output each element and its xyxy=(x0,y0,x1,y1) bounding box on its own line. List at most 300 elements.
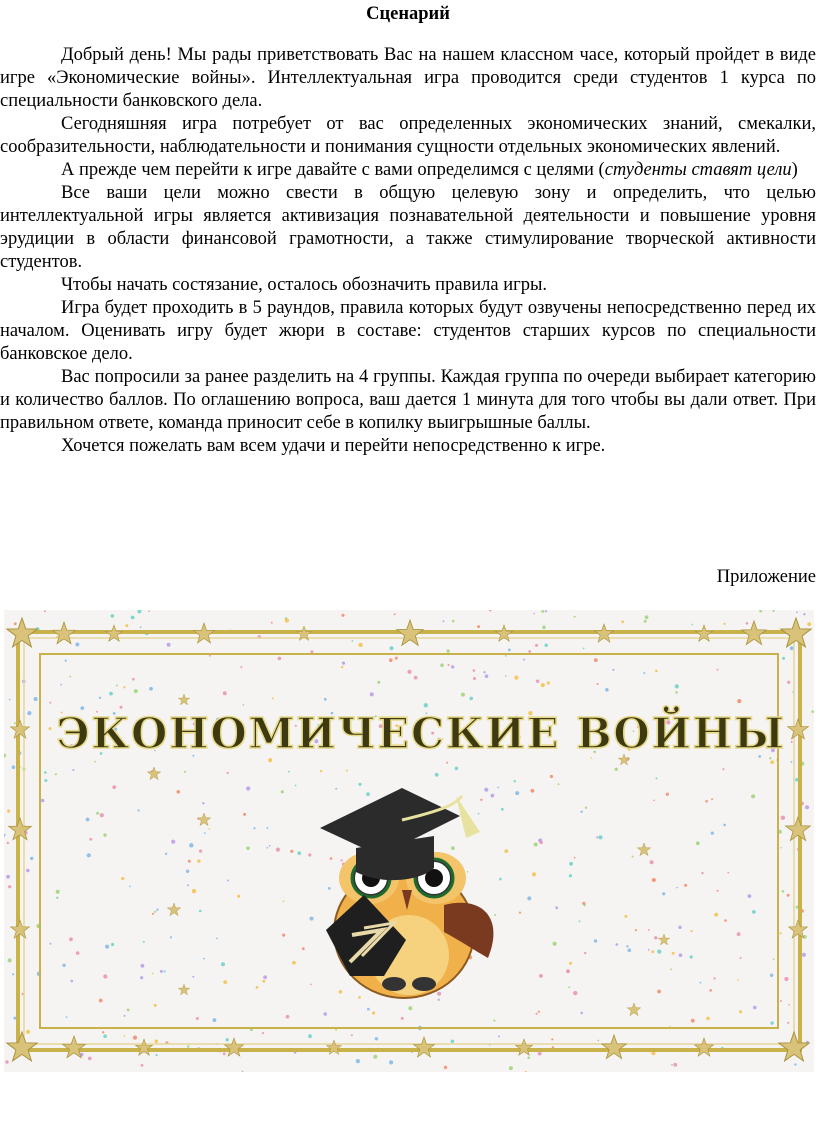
confetti-dot xyxy=(711,832,714,835)
confetti-dot xyxy=(737,699,741,703)
confetti-dot xyxy=(66,1016,68,1018)
paragraph-greeting: Добрый день! Мы рады приветствовать Вас на нашем классном часе, который пройдет в виде игре «Экономические войны». Интеллектуальная игра проводится среди студентов 1 курса по специальности банковского дела. xyxy=(0,45,816,111)
confetti-dot xyxy=(71,980,74,983)
confetti-dot xyxy=(509,1066,513,1070)
confetti-dot xyxy=(111,943,114,946)
confetti-dot xyxy=(598,835,602,839)
confetti-dot xyxy=(787,681,790,684)
confetti-dot xyxy=(44,610,46,612)
confetti-dot xyxy=(451,846,455,850)
confetti-dot xyxy=(192,889,196,893)
confetti-dot xyxy=(96,812,99,815)
confetti-dot xyxy=(770,760,774,764)
confetti-dot xyxy=(13,1017,16,1020)
confetti-dot xyxy=(444,1066,447,1069)
confetti-dot xyxy=(791,741,793,743)
confetti-dot xyxy=(127,1009,130,1012)
confetti-dot xyxy=(452,620,455,623)
confetti-dot xyxy=(583,648,585,650)
confetti-dot xyxy=(480,799,482,801)
confetti-dot xyxy=(666,793,669,796)
confetti-dot xyxy=(616,943,619,946)
confetti-dot xyxy=(696,841,700,845)
confetti-dot xyxy=(112,785,116,789)
confetti-dot xyxy=(796,612,798,614)
confetti-dot xyxy=(346,770,348,772)
confetti-dot xyxy=(447,649,450,652)
confetti-dot xyxy=(545,610,547,612)
confetti-dot xyxy=(187,884,189,886)
confetti-dot xyxy=(573,991,577,995)
confetti-dot xyxy=(149,687,153,691)
confetti-dot xyxy=(335,788,337,790)
confetti-dot xyxy=(542,626,546,630)
confetti-dot xyxy=(545,644,548,647)
confetti-dot xyxy=(653,800,655,802)
confetti-dot xyxy=(237,895,240,898)
confetti-dot xyxy=(568,986,570,988)
confetti-dot xyxy=(803,613,805,615)
confetti-dot xyxy=(594,939,597,942)
confetti-dot xyxy=(440,663,444,667)
confetti-dot xyxy=(626,945,628,947)
confetti-dot xyxy=(569,862,573,866)
confetti-dot xyxy=(446,762,448,764)
confetti-dot xyxy=(216,938,218,940)
confetti-dot xyxy=(652,878,656,882)
confetti-dot xyxy=(438,999,440,1001)
confetti-dot xyxy=(76,951,80,955)
confetti-dot xyxy=(116,685,118,687)
confetti-dot xyxy=(99,999,103,1003)
confetti-dot xyxy=(223,980,227,984)
confetti-dot xyxy=(514,676,518,680)
confetti-dot xyxy=(473,677,476,680)
confetti-dot xyxy=(240,666,242,668)
confetti-dot xyxy=(121,877,124,880)
confetti-dot xyxy=(535,644,538,647)
confetti-dot xyxy=(645,615,649,619)
confetti-dot xyxy=(717,669,719,671)
confetti-dot xyxy=(155,1039,159,1043)
confetti-dot xyxy=(753,1006,757,1010)
confetti-dot xyxy=(580,1012,583,1015)
confetti-dot xyxy=(675,684,679,688)
confetti-dot xyxy=(574,857,576,859)
confetti-dot xyxy=(691,624,693,626)
confetti-dot xyxy=(541,683,545,687)
confetti-dot xyxy=(782,657,785,660)
confetti-dot xyxy=(86,818,90,822)
confetti-dot xyxy=(99,697,101,699)
confetti-dot xyxy=(288,771,290,773)
confetti-dot xyxy=(103,974,107,978)
confetti-dot xyxy=(579,920,581,922)
confetti-dot xyxy=(41,799,45,803)
confetti-dot xyxy=(598,1040,600,1042)
confetti-dot xyxy=(648,929,650,931)
confetti-dot xyxy=(407,670,411,674)
confetti-dot xyxy=(580,811,582,813)
confetti-dot xyxy=(709,989,712,992)
paragraph-groups: Вас попросили за ранее разделить на 4 группы. Каждая группа по очереди выбирает категорию и количество баллов. По оглашению вопроса, ваш дается 1 минута для того чтобы вы дали ответ. При правильном ответе, команда приносит себе в копилку выигрышные баллы. xyxy=(0,367,816,433)
confetti-dot xyxy=(129,886,131,888)
confetti-dot xyxy=(558,783,560,785)
confetti-dot xyxy=(805,805,809,809)
paragraph-requirements: Сегодняшняя игра потребует от вас определенных экономических знаний, смекалки, сообразительности, наблюдательности и понимания сущности отдельных экономических явлений. xyxy=(0,114,816,157)
confetti-dot xyxy=(584,952,586,954)
confetti-dot xyxy=(89,838,92,841)
confetti-dot xyxy=(203,958,205,960)
confetti-dot xyxy=(358,783,361,786)
confetti-dot xyxy=(790,646,794,650)
confetti-dot xyxy=(505,675,507,677)
confetti-dot xyxy=(691,1019,695,1023)
confetti-dot xyxy=(102,1031,104,1033)
confetti-dot xyxy=(497,787,499,789)
confetti-dot xyxy=(484,788,488,792)
paragraph-wishes: Хочется пожелать вам всем удачи и перейти непосредственно к игре. xyxy=(61,436,606,456)
confetti-dot xyxy=(34,697,38,701)
confetti-dot xyxy=(246,786,250,790)
confetti-dot xyxy=(109,692,113,696)
confetti-dot xyxy=(292,961,296,965)
confetti-dot xyxy=(213,1018,217,1022)
confetti-dot xyxy=(644,620,647,623)
confetti-dot xyxy=(103,833,106,836)
confetti-dot xyxy=(184,771,186,773)
confetti-dot xyxy=(339,990,343,994)
confetti-dot xyxy=(9,699,11,701)
confetti-dot xyxy=(140,626,142,628)
confetti-dot xyxy=(124,1035,126,1037)
confetti-dot xyxy=(737,979,739,981)
confetti-dot xyxy=(656,777,658,779)
confetti-dot xyxy=(281,790,284,793)
confetti-dot xyxy=(435,773,439,777)
confetti-dot xyxy=(351,1034,353,1036)
confetti-dot xyxy=(605,688,609,692)
confetti-dot xyxy=(523,659,525,661)
confetti-dot xyxy=(717,890,719,892)
confetti-dot xyxy=(223,691,227,695)
confetti-dot xyxy=(60,684,62,686)
confetti-dot xyxy=(574,616,576,618)
goals-text-close: ) xyxy=(791,160,798,180)
confetti-dot xyxy=(594,658,598,662)
confetti-dot xyxy=(553,942,557,946)
confetti-dot xyxy=(377,681,380,684)
confetti-dot xyxy=(123,686,125,688)
confetti-dot xyxy=(310,984,312,986)
confetti-dot xyxy=(569,874,572,877)
confetti-dot xyxy=(395,657,398,660)
confetti-dot xyxy=(189,843,193,847)
confetti-dot xyxy=(624,915,627,918)
confetti-dot xyxy=(451,665,454,668)
confetti-dot xyxy=(373,1055,377,1059)
confetti-dot xyxy=(597,683,599,685)
confetti-dot xyxy=(794,1063,796,1065)
confetti-dot xyxy=(49,727,52,730)
confetti-dot xyxy=(389,658,393,662)
confetti-dot xyxy=(141,1064,144,1067)
confetti-dot xyxy=(372,1011,375,1014)
confetti-dot xyxy=(6,875,10,879)
confetti-dot xyxy=(341,859,343,861)
confetti-dot xyxy=(131,616,135,620)
confetti-dot xyxy=(209,828,211,830)
confetti-dot xyxy=(204,832,206,834)
confetti-dot xyxy=(297,851,301,855)
confetti-dot xyxy=(342,662,345,665)
confetti-dot xyxy=(367,1008,370,1011)
confetti-dot xyxy=(788,1004,790,1006)
confetti-dot xyxy=(662,892,665,895)
confetti-dot xyxy=(324,698,327,701)
confetti-dot xyxy=(253,827,255,829)
confetti-dot xyxy=(286,1015,290,1019)
confetti-dot xyxy=(483,671,485,673)
confetti-dot xyxy=(448,664,450,666)
confetti-dot xyxy=(276,848,280,852)
goals-text: А прежде чем перейти к игре давайте с вами определимся с целями ( xyxy=(61,160,605,180)
confetti-dot xyxy=(5,1060,8,1063)
confetti-dot xyxy=(536,680,539,683)
confetti-dot xyxy=(534,843,538,847)
confetti-dot xyxy=(752,910,756,914)
confetti-dot xyxy=(539,974,543,978)
confetti-dot xyxy=(802,953,806,957)
confetti-dot xyxy=(199,910,202,913)
confetti-dot xyxy=(272,697,274,699)
confetti-dot xyxy=(7,810,10,813)
confetti-dot xyxy=(740,957,742,959)
confetti-dot xyxy=(514,780,516,782)
confetti-dot xyxy=(569,962,572,965)
confetti-dot xyxy=(167,643,171,647)
confetti-dot xyxy=(737,932,741,936)
confetti-dot xyxy=(648,949,650,951)
confetti-dot xyxy=(164,970,166,972)
confetti-dot xyxy=(358,643,362,647)
confetti-dot xyxy=(807,622,811,626)
confetti-dot xyxy=(508,649,511,652)
confetti-dot xyxy=(643,672,645,674)
confetti-dot xyxy=(243,813,246,816)
confetti-dot xyxy=(156,1054,158,1056)
confetti-dot xyxy=(7,842,9,844)
confetti-dot xyxy=(341,614,344,617)
confetti-dot xyxy=(550,775,553,778)
paragraph-goals xyxy=(0,159,816,182)
confetti-dot xyxy=(443,620,445,622)
confetti-dot xyxy=(177,790,181,794)
confetti-dot xyxy=(132,678,135,681)
confetti-dot xyxy=(14,622,17,625)
confetti-dot xyxy=(784,977,788,981)
confetti-dot xyxy=(62,964,65,967)
confetti-dot xyxy=(49,702,51,704)
confetti-dot xyxy=(673,1063,677,1067)
confetti-dot xyxy=(650,860,654,864)
confetti-dot xyxy=(541,610,544,613)
confetti-dot xyxy=(94,761,96,763)
confetti-dot xyxy=(494,914,496,916)
confetti-dot xyxy=(49,943,51,945)
confetti-dot xyxy=(540,841,543,844)
confetti-dot xyxy=(26,869,30,873)
confetti-dot xyxy=(197,859,200,862)
confetti-dot xyxy=(55,773,57,775)
confetti-dot xyxy=(227,880,229,882)
confetti-dot xyxy=(282,934,285,937)
confetti-dot xyxy=(366,792,370,796)
confetti-dot xyxy=(8,958,12,962)
confetti-dot xyxy=(566,969,570,973)
confetti-dot xyxy=(671,1064,673,1066)
confetti-dot xyxy=(811,710,814,713)
confetti-dot xyxy=(56,897,58,899)
confetti-dot xyxy=(551,1038,553,1040)
confetti-dot xyxy=(531,789,535,793)
confetti-dot xyxy=(125,624,128,627)
confetti-dot xyxy=(308,853,311,856)
confetti-dot xyxy=(780,847,782,849)
confetti-dot xyxy=(499,878,502,881)
confetti-dot xyxy=(748,894,752,898)
confetti-dot xyxy=(705,800,708,803)
confetti-dot xyxy=(26,1030,30,1034)
confetti-dot xyxy=(628,948,632,952)
confetti-dot xyxy=(328,887,331,890)
confetti-dot xyxy=(684,884,687,887)
confetti-dot xyxy=(330,857,333,860)
confetti-dot xyxy=(473,669,476,672)
confetti-dot xyxy=(675,691,678,694)
confetti-dot xyxy=(714,913,718,917)
confetti-dot xyxy=(582,902,585,905)
confetti-dot xyxy=(467,871,469,873)
confetti-dot xyxy=(141,964,145,968)
confetti-dot xyxy=(56,890,60,894)
confetti-dot xyxy=(323,1012,327,1016)
confetti-dot xyxy=(501,808,504,811)
confetti-dot xyxy=(188,860,191,863)
confetti-dot xyxy=(302,947,305,950)
confetti-dot xyxy=(65,660,67,662)
confetti-dot xyxy=(269,845,271,847)
confetti-dot xyxy=(88,1057,92,1061)
confetti-dot xyxy=(44,779,47,782)
paragraph-purpose: Все ваши цели можно свести в общую целевую зону и определить, что целью интеллектуальной игры является активизация познавательной деятельности и повышение уровня эрудиции в области финансовой грамотности, а также стимулирование творческой активности студентов. xyxy=(0,183,816,272)
confetti-dot xyxy=(532,872,536,876)
confetti-dot xyxy=(223,1052,226,1055)
confetti-dot xyxy=(527,896,531,900)
confetti-dot xyxy=(493,1020,495,1022)
confetti-dot xyxy=(356,1059,360,1063)
confetti-dot xyxy=(187,1045,190,1048)
confetti-dot xyxy=(171,840,175,844)
confetti-dot xyxy=(700,982,702,984)
confetti-dot xyxy=(547,681,550,684)
confetti-dot xyxy=(787,894,790,897)
confetti-dot xyxy=(536,1013,538,1015)
confetti-dot xyxy=(691,930,693,932)
confetti-dot xyxy=(156,909,158,911)
confetti-dot xyxy=(310,917,314,921)
confetti-dot xyxy=(341,666,343,668)
confetti-dot xyxy=(310,650,313,653)
paragraph-rules-intro: Чтобы начать состязание, осталось обозначить правила игры. xyxy=(61,275,548,295)
confetti-dot xyxy=(533,613,535,615)
confetti-dot xyxy=(655,670,658,673)
appendix-label: Приложение xyxy=(716,567,816,587)
confetti-dot xyxy=(478,813,480,815)
document-body xyxy=(0,44,816,458)
confetti-dot xyxy=(723,623,725,625)
confetti-dot xyxy=(485,674,489,678)
confetti-dot xyxy=(455,767,459,771)
confetti-dot xyxy=(221,962,225,966)
confetti-dot xyxy=(152,913,154,915)
confetti-dot xyxy=(651,950,654,953)
confetti-dot xyxy=(262,980,265,983)
paragraph-rounds: Игра будет проходить в 5 раундов, правила которых будут озвучены непосредственно перед их началом. Оценивать игру будет жюри в составе: студентов старших курсов по специальности банковское дело. xyxy=(0,298,816,364)
confetti-dot xyxy=(401,1017,404,1020)
confetti-dot xyxy=(226,1038,229,1041)
confetti-dot xyxy=(375,1037,378,1040)
confetti-dot xyxy=(165,853,167,855)
confetti-dot xyxy=(585,807,587,809)
confetti-dot xyxy=(124,1015,126,1017)
confetti-dot xyxy=(657,990,661,994)
confetti-dot xyxy=(713,977,715,979)
confetti-dot xyxy=(504,849,508,853)
confetti-dot xyxy=(491,794,495,798)
confetti-dot xyxy=(701,872,703,874)
confetti-dot xyxy=(621,620,624,623)
confetti-dot xyxy=(787,1022,789,1024)
confetti-dot xyxy=(672,952,675,955)
confetti-dot xyxy=(196,1017,199,1020)
confetti-dot xyxy=(461,693,465,697)
confetti-dot xyxy=(791,761,793,763)
confetti-dot xyxy=(271,622,273,624)
confetti-dot xyxy=(538,1052,542,1056)
confetti-dot xyxy=(370,692,374,696)
page-title: Сценарий xyxy=(366,4,450,24)
confetti-dot xyxy=(690,955,693,958)
confetti-dot xyxy=(133,1036,137,1040)
confetti-dot xyxy=(186,870,189,873)
confetti-dot xyxy=(44,771,47,774)
confetti-dot xyxy=(143,941,145,943)
confetti-dot xyxy=(782,890,785,893)
confetti-dot xyxy=(739,1010,742,1013)
confetti-dot xyxy=(152,973,154,975)
confetti-dot xyxy=(160,970,163,973)
confetti-dot xyxy=(75,643,79,647)
confetti-dot xyxy=(780,1000,782,1002)
confetti-dot xyxy=(414,676,418,680)
confetti-dot xyxy=(285,618,289,622)
confetti-dot xyxy=(477,625,480,628)
confetti-dot xyxy=(283,900,285,902)
confetti-dot xyxy=(202,802,204,804)
confetti-dot xyxy=(469,697,473,701)
confetti-dot xyxy=(781,816,785,820)
